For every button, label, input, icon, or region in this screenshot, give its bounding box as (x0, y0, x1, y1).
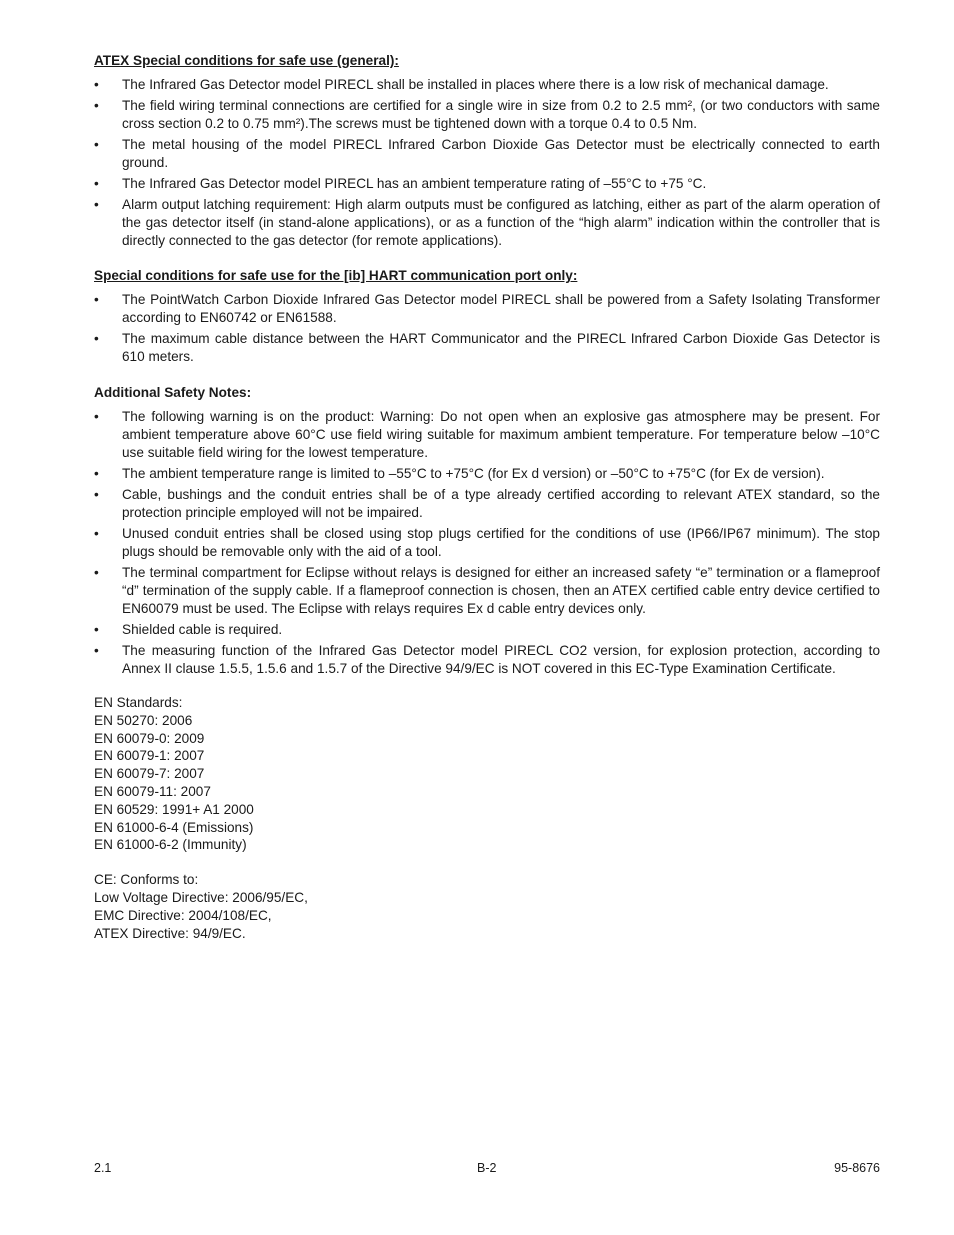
ce-line: Low Voltage Directive: 2006/95/EC, (94, 889, 308, 905)
additional-notes-heading: Additional Safety Notes: (94, 385, 252, 400)
list-item: • The field wiring terminal connections are certified for a single wire in size from 0.2 to 2.5 mm², (or two conductors with same cross section 0.2 to 0.75 mm²).The screws must be tightened down with a torque 0.4 to 0.5 Nm. (94, 98, 880, 131)
bullet-icon: • (94, 526, 99, 541)
footer-revision: 2.1 (94, 1161, 112, 1175)
list-item: • Shielded cable is required. (94, 622, 283, 637)
bullet-icon: • (94, 331, 99, 346)
ce-line: CE: Conforms to: (94, 872, 199, 888)
hart-port-section (94, 267, 880, 366)
atex-general-section (94, 52, 880, 250)
en-standards-list (94, 694, 880, 854)
list-item: • The terminal compartment for Eclipse without relays is designed for either an increased safety “e” termination or a flameproof “d” termination of the supply cable. If a flameproof connection is chosen, then an ATEX certified cable entry device certified to EN60079 must be used. The Eclipse with relays requires Ex d cable entry devices only. (94, 565, 880, 616)
list-item: • The maximum cable distance between the HART Communicator and the PIRECL Infrared Carbon Dioxide Gas Detector is 610 meters. (94, 331, 880, 364)
bullet-icon: • (94, 77, 99, 92)
bullet-icon: • (94, 98, 99, 113)
hart-port-list (94, 291, 880, 366)
bullet-icon: • (94, 409, 99, 424)
footer-document-number: 95-8676 (834, 1161, 880, 1175)
standards-line: EN 50270: 2006 (94, 712, 193, 728)
document-page (94, 52, 880, 942)
list-item: • The Infrared Gas Detector model PIRECL shall be installed in places where there is a low risk of mechanical damage. (94, 77, 829, 92)
standards-line: EN 61000-6-2 (Immunity) (94, 837, 247, 853)
bullet-icon: • (94, 137, 99, 152)
bullet-icon: • (94, 565, 99, 580)
list-item: • Cable, bushings and the conduit entries shall be of a type already certified according to relevant ATEX standard, so the protection principle employed will not be impaired. (94, 487, 880, 520)
standards-line: EN Standards: (94, 695, 183, 710)
ce-line: EMC Directive: 2004/108/EC, (94, 907, 272, 923)
list-item: • The following warning is on the product: Warning: Do not open when an explosive gas atmosphere may be present. For ambient temperature above 60°C use field wiring suitable for maximum ambient temperature. For temperature below –10°C use suitable field wiring for the lowest temperature. (94, 409, 880, 460)
additional-notes-list (94, 408, 880, 678)
additional-notes-section (94, 384, 880, 678)
standards-line: EN 60079-11: 2007 (94, 783, 211, 799)
standards-line: EN 60079-1: 2007 (94, 748, 205, 764)
list-item: • The PointWatch Carbon Dioxide Infrared Gas Detector model PIRECL shall be powered from a Safety Isolating Transformer according to EN60742 or EN61588. (94, 292, 880, 325)
list-item: • The measuring function of the Infrared Gas Detector model PIRECL CO2 version, for explosion protection, according to Annex II clause 1.5.5, 1.5.6 and 1.5.7 of the Directive 94/9/EC is NOT covered in this EC-Type Examination Certificate. (94, 643, 880, 676)
bullet-icon: • (94, 622, 99, 637)
standards-line: EN 60529: 1991+ A1 2000 (94, 801, 254, 817)
list-item: • Alarm output latching requirement: High alarm outputs must be configured as latching, either as part of the alarm operation of the gas detector itself (in stand-alone applications), or as a function of the “high alarm” indication within the controller that is directly connected to the gas detector (for remote applications). (94, 197, 880, 248)
list-item: • The ambient temperature range is limited to –55°C to +75°C (for Ex d version) or –50°C to +75°C (for Ex de version). (94, 466, 825, 481)
bullet-icon: • (94, 466, 99, 481)
standards-line: EN 60079-7: 2007 (94, 766, 205, 782)
atex-general-list (94, 76, 880, 250)
bullet-icon: • (94, 292, 99, 307)
ce-line: ATEX Directive: 94/9/EC. (94, 925, 246, 941)
page-footer (94, 1159, 880, 1177)
bullet-icon: • (94, 487, 99, 502)
bullet-icon: • (94, 197, 99, 212)
footer-page-number: B-2 (477, 1161, 497, 1175)
hart-port-heading: Special conditions for safe use for the [ib] HART communication port only: (94, 268, 578, 283)
ce-conformance-list (94, 871, 880, 942)
list-item: • The metal housing of the model PIRECL Infrared Carbon Dioxide Gas Detector must be electrically connected to earth ground. (94, 137, 880, 170)
bullet-icon: • (94, 643, 99, 658)
standards-line: EN 61000-6-4 (Emissions) (94, 819, 254, 835)
list-item: • Unused conduit entries shall be closed using stop plugs certified for the conditions of use (IP66/IP67 minimum). The stop plugs should be removable only with the aid of a tool. (94, 526, 880, 559)
bullet-icon: • (94, 176, 99, 191)
list-item: • The Infrared Gas Detector model PIRECL has an ambient temperature rating of –55°C to +75 °C. (94, 176, 707, 191)
atex-general-heading: ATEX Special conditions for safe use (general): (94, 53, 399, 68)
standards-line: EN 60079-0: 2009 (94, 730, 205, 746)
